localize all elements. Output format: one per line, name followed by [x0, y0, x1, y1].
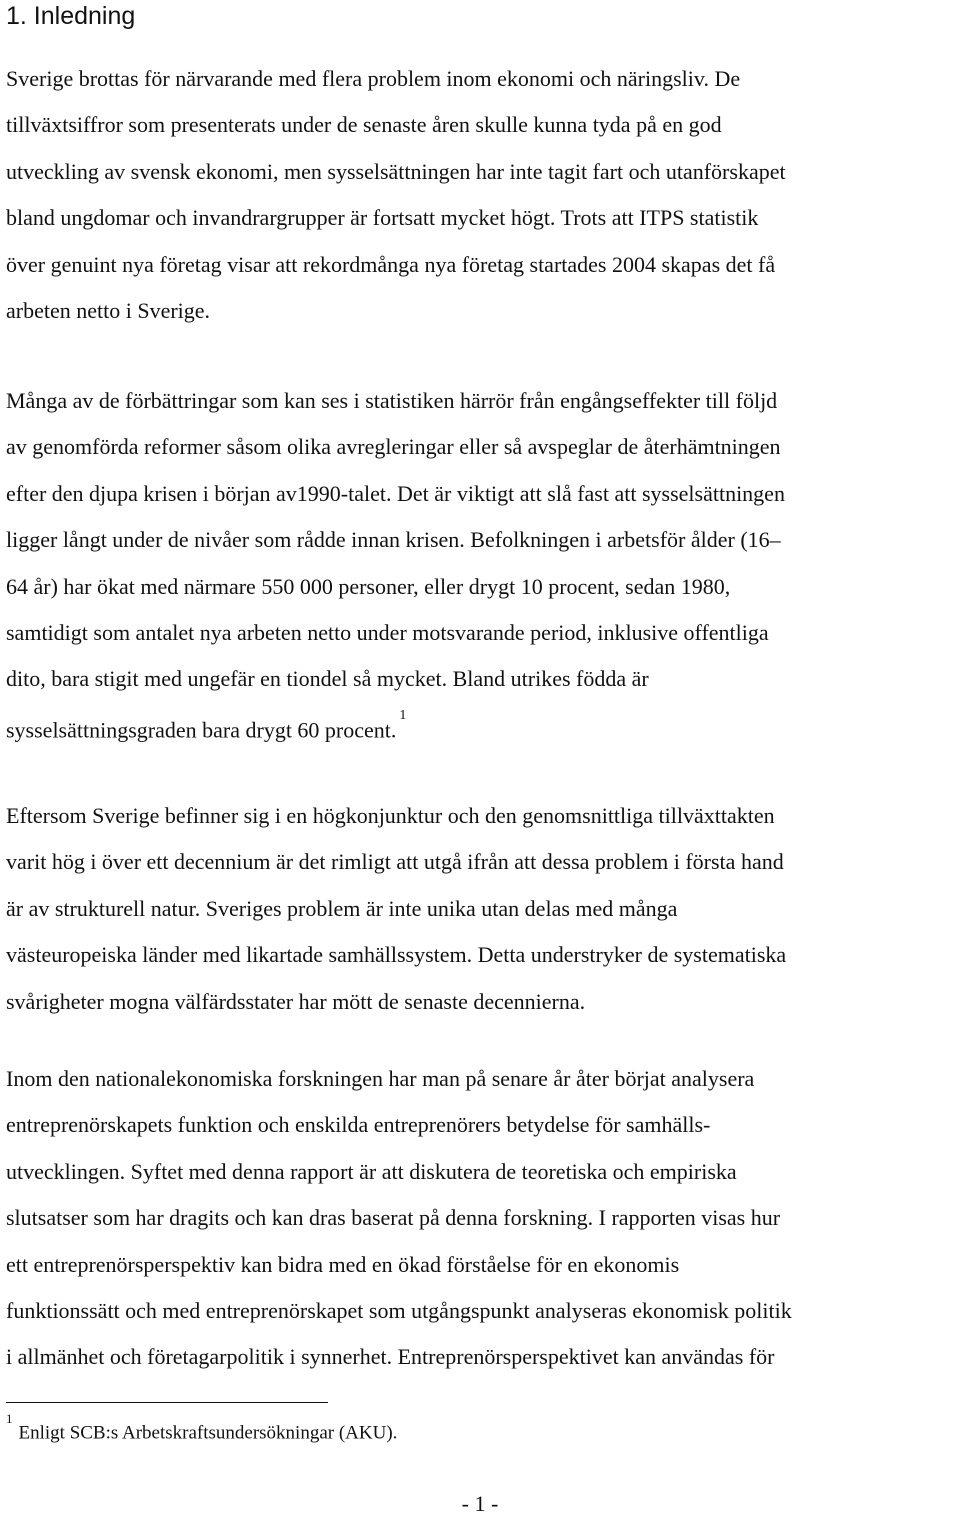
paragraph-line: Eftersom Sverige befinner sig i en högkonjunktur och den genomsnittliga tillväxttakten: [6, 803, 775, 828]
page-number: - 1 -: [461, 1491, 499, 1516]
footnote-text: Enligt SCB:s Arbetskraftsundersökningar (AKU).: [18, 1422, 398, 1444]
paragraph-line: arbeten netto i Sverige.: [6, 297, 211, 323]
paragraph-line: utveckling av svensk ekonomi, men sysselsättningen har inte tagit fart och utanförskapet: [6, 158, 786, 184]
footnote: [6, 1412, 397, 1448]
paragraph-2: [6, 378, 785, 749]
paragraph-line: västeuropeiska länder med likartade samhällssystem. Detta understryker de systematiska: [6, 942, 787, 968]
paragraph-line: 64 år) har ökat med närmare 550 000 personer, eller drygt 10 procent, sedan 1980,: [6, 573, 731, 599]
paragraph-line: bland ungdomar och invandrargrupper är fortsatt mycket högt. Trots att ITPS statistik: [6, 205, 759, 231]
paragraph-line: slutsatser som har dragits och kan dras baserat på denna forskning. I rapporten visas hur: [6, 1205, 781, 1231]
paragraph-line: Många av de förbättringar som kan ses i statistiken härrör från engångseffekter till följd: [6, 388, 778, 413]
paragraph-line: i allmänhet och företagarpolitik i synnerhet. Entreprenörsperspektivet kan användas för: [6, 1344, 775, 1370]
paragraph-line: entreprenörskapets funktion och enskilda entreprenörers betydelse för samhälls-: [6, 1112, 711, 1138]
paragraph-line: tillväxtsiffror som presenterats under de senaste åren skulle kunna tyda på en god: [6, 112, 722, 138]
paragraph-line: utvecklingen. Syftet med denna rapport är att diskutera de teoretiska och empiriska: [6, 1158, 737, 1184]
footnote-divider: [6, 1402, 328, 1403]
paragraph-line: efter den djupa krisen i början av1990-talet. Det är viktigt att slå fast att sysselsättningen: [6, 480, 785, 506]
paragraph-line: Inom den nationalekonomiska forskningen har man på senare år åter börjat analysera: [6, 1066, 755, 1091]
paragraph-line: av genomförda reformer såsom olika avregleringar eller så avspeglar de återhämtningen: [6, 434, 781, 460]
footnote-number: 1: [6, 1411, 13, 1426]
paragraph-line: ett entreprenörsperspektiv kan bidra med en ökad förståelse för en ekonomis: [6, 1251, 680, 1277]
paragraph-line: över genuint nya företag visar att rekordmånga nya företag startades 2004 skapas det få: [6, 251, 776, 277]
paragraph-line: svårigheter mogna välfärdsstater har mött de senaste decennierna.: [6, 988, 586, 1014]
footnote-reference[interactable]: 1: [399, 707, 407, 723]
paragraph-line: funktionssätt och med entreprenörskapet som utgångspunkt analyseras ekonomisk politik: [6, 1297, 792, 1323]
paragraph-line: samtidigt som antalet nya arbeten netto under motsvarande period, inklusive offentliga: [6, 619, 769, 645]
paragraph-1: [6, 56, 786, 334]
paragraph-line: varit hög i över ett decennium är det rimligt att utgå ifrån att dessa problem i första hand: [6, 849, 784, 875]
paragraph-line-text: sysselsättningsgraden bara drygt 60 procent.: [6, 717, 397, 743]
paragraph-line: ligger långt under de nivåer som rådde innan krisen. Befolkningen i arbetsför ålder (16–: [6, 527, 781, 553]
paragraph-line: är av strukturell natur. Sveriges problem är inte unika utan delas med många: [6, 895, 678, 921]
paragraph-4: [6, 1056, 792, 1381]
paragraph-line: dito, bara stigit med ungefär en tiondel så mycket. Bland utrikes födda är: [6, 666, 649, 692]
paragraph-line: [6, 703, 785, 749]
paragraph-line: Sverige brottas för närvarande med flera problem inom ekonomi och näringsliv. De: [6, 66, 741, 91]
section-heading: 1. Inledning: [6, 2, 136, 30]
paragraph-3: [6, 793, 786, 1025]
